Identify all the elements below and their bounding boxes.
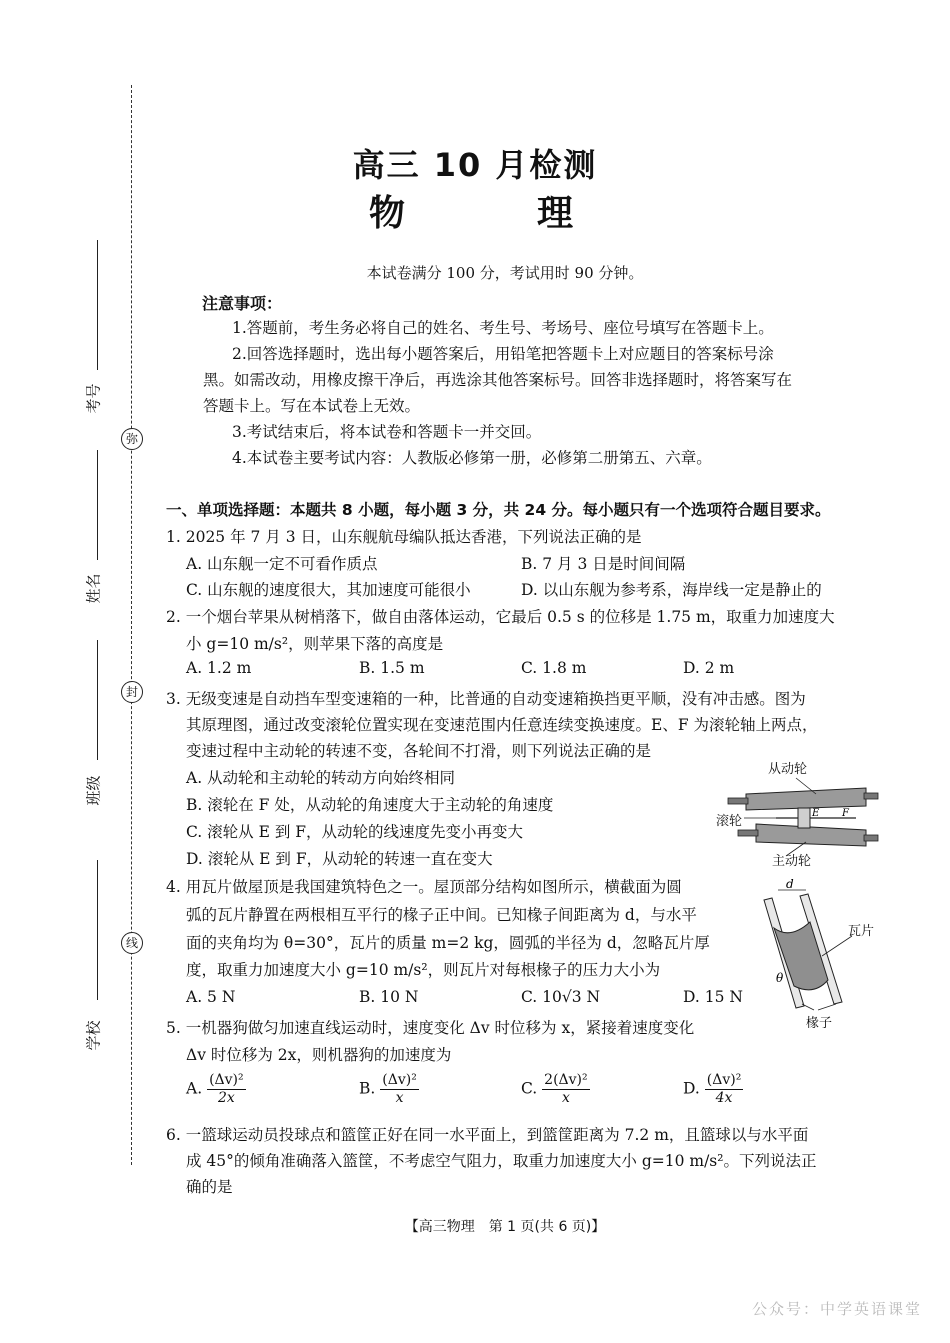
field-school-line [97,860,98,1000]
field-exam-number-label: 考号 [84,383,103,414]
field-exam-number-line [97,240,98,370]
driven-axle-left [728,798,748,804]
roller-shape [798,808,810,828]
point-f-label: F [842,808,849,819]
q1-option-d: D. 以山东舰为参考系，海岸线一定是静止的 [521,581,822,599]
seal-mi: 弥 [121,428,143,450]
q5-option-b-denominator: x [395,1090,404,1106]
page-footer: 【高三物理 第 1 页(共 6 页)】 [404,1219,606,1235]
q1-option-b: B. 7 月 3 日是时间间隔 [521,555,686,573]
q4-option-a: A. 5 N [186,988,236,1006]
q6-line-3: 确的是 [186,1178,233,1196]
field-name [80,450,104,630]
notice-line-2: 2.回答选择题时，选出每小题答案后，用铅笔把答题卡上对应题目的答案标号涂 [232,345,774,363]
rafter-leader-right [818,1004,836,1010]
q1-option-a: A. 山东舰一定不可看作质点 [186,555,378,573]
q5-option-b-numerator: (Δv)² [382,1072,417,1088]
label-rafter: 椽子 [806,1016,833,1031]
q1-stem: 1. 2025 年 7 月 3 日，山东舰航母编队抵达香港，下列说法正确的是 [166,528,642,546]
notice-line-1: 1.答题前，考生务必将自己的姓名、考生号、考场号、座位号填写在答题卡上。 [232,319,774,337]
q4-line-1: 4. 用瓦片做屋顶是我国建筑特色之一。屋顶部分结构如图所示，横截面为圆 [166,878,682,896]
q5-option-c-numerator: 2(Δv)² [544,1072,588,1088]
label-tile: 瓦片 [848,924,875,939]
tile-leader [822,936,852,956]
label-driver-wheel: 主动轮 [772,854,812,869]
q5-option-a-label: A. [186,1079,203,1098]
seal-feng: 封 [121,681,143,703]
q2-line-1: 2. 一个烟台苹果从树梢落下，做自由落体运动，它最后 0.5 s 的位移是 1.75 m，取重力加速度大 [166,608,835,626]
q4-option-b: B. 10 N [359,988,419,1006]
rafter-leader-left [802,1004,814,1010]
q2-line-2: 小 g=10 m/s²，则苹果下落的高度是 [186,635,444,653]
binding-dashed-line [131,85,132,1165]
q3-option-d: D. 滚轮从 E 到 F，从动轮的转速一直在变大 [186,850,493,868]
field-name-line [97,450,98,560]
section-1-heading: 一、单项选择题：本题共 8 小题，每小题 3 分，共 24 分。每小题只有一个选项符合题目要求。 [166,501,831,519]
q1-option-c: C. 山东舰的速度很大，其加速度可能很小 [186,581,471,599]
q4-line-2: 弧的瓦片静置在两根相互平行的椽子正中间。已知椽子间距离为 d，与水平 [186,906,697,924]
label-d: d [786,878,794,891]
q5-option-c-label: C. [521,1079,538,1098]
q5-option-b [359,1072,419,1107]
notice-line-4: 答题卡上。写在本试卷上无效。 [203,397,421,415]
label-roller: 滚轮 [716,814,743,829]
field-class [80,640,104,820]
q5-option-b-label: B. [359,1079,376,1098]
q3-option-b: B. 滚轮在 F 处，从动轮的角速度大于主动轮的角速度 [186,796,554,814]
notice-line-3: 黑。如需改动，用橡皮擦干净后，再选涂其他答案标号。回答非选择题时，将答案写在 [203,371,793,389]
q2-option-b: B. 1.5 m [359,659,425,677]
q4-tile-figure [756,878,876,1031]
driven-wheel-shape [746,788,866,810]
q5-option-d-fraction [705,1072,744,1107]
field-school-label: 学校 [84,1020,103,1051]
q3-option-a: A. 从动轮和主动轮的转动方向始终相同 [186,769,456,787]
driven-axle-right [864,793,878,799]
q5-option-a-numerator: (Δv)² [209,1072,244,1088]
q2-option-c: C. 1.8 m [521,659,587,677]
field-school [80,860,104,1060]
field-name-label: 姓名 [84,573,103,604]
q3-line-3: 变速过程中主动轮的转速不变，各轮间不打滑，则下列说法正确的是 [186,742,652,760]
q4-option-d: D. 15 N [683,988,743,1006]
q5-option-d-label: D. [683,1079,700,1098]
exam-title: 高三 10 月检测 [352,146,598,184]
notice-line-5: 3.考试结束后，将本试卷和答题卡一并交回。 [232,423,542,441]
q5-option-c [521,1072,590,1107]
q3-line-1: 3. 无级变速是自动挡车型变速箱的一种，比普通的自动变速箱换挡更平顺，没有冲击感。图为 [166,690,806,708]
q5-option-a-denominator: 2x [217,1090,235,1106]
q5-option-a [186,1072,246,1107]
q6-line-2: 成 45°的倾角准确落入篮筐，不考虑空气阻力，取重力加速度大小 g=10 m/s²。下列说法正 [186,1152,817,1170]
q2-option-a: A. 1.2 m [186,659,252,677]
point-e-label: E [812,808,820,819]
subject-title: 物 理 [368,193,621,234]
q5-option-b-fraction [380,1072,419,1107]
q5-line-2: Δv 时位移为 2x，则机器狗的加速度为 [186,1046,452,1064]
q5-option-a-fraction [207,1072,246,1107]
q3-option-c: C. 滚轮从 E 到 F，从动轮的线速度先变小再变大 [186,823,524,841]
seal-xian: 线 [121,932,143,954]
exam-intro: 本试卷满分 100 分，考试用时 90 分钟。 [366,264,644,282]
q3-line-2: 其原理图，通过改变滚轮位置实现在变速范围内任意连续变换速度。E、F 为滚轮轴上两点， [186,716,818,734]
tile-diagram [756,878,876,1028]
q4-option-c: C. 10√3 N [521,988,601,1006]
driver-axle-right [864,835,878,841]
q5-option-c-fraction [542,1072,589,1107]
q3-cvt-figure [716,764,882,874]
q2-option-d: D. 2 m [683,659,735,677]
label-theta: θ [776,971,784,985]
q4-line-3: 面的夹角均为 θ=30°，瓦片的质量 m=2 kg，圆弧的半径为 d，忽略瓦片厚 [186,934,710,952]
notice-heading: 注意事项： [202,294,283,313]
q5-option-c-denominator: x [561,1090,570,1106]
q5-line-1: 5. 一机器狗做匀加速直线运动时，速度变化 Δv 时位移为 x，紧接着速度变化 [166,1019,695,1037]
driver-axle-left [738,830,758,836]
field-class-line [97,640,98,760]
q4-line-4: 度，取重力加速度大小 g=10 m/s²，则瓦片对每根椽子的压力大小为 [186,961,661,979]
notice-line-6: 4.本试卷主要考试内容：人教版必修第一册，必修第二册第五、六章。 [232,449,712,467]
label-driven-wheel: 从动轮 [768,762,808,777]
driver-wheel-shape [756,824,866,846]
watermark: 公众号：中学英语课堂 [751,1300,922,1318]
q5-option-d-numerator: (Δv)² [706,1072,742,1088]
q5-option-d [683,1072,743,1107]
q5-option-d-denominator: 4x [715,1090,733,1106]
q6-line-1: 6. 一篮球运动员投球点和篮筐正好在同一水平面上，到篮筐距离为 7.2 m，且篮球以与水平面 [166,1126,809,1144]
field-class-label: 班级 [84,775,103,806]
